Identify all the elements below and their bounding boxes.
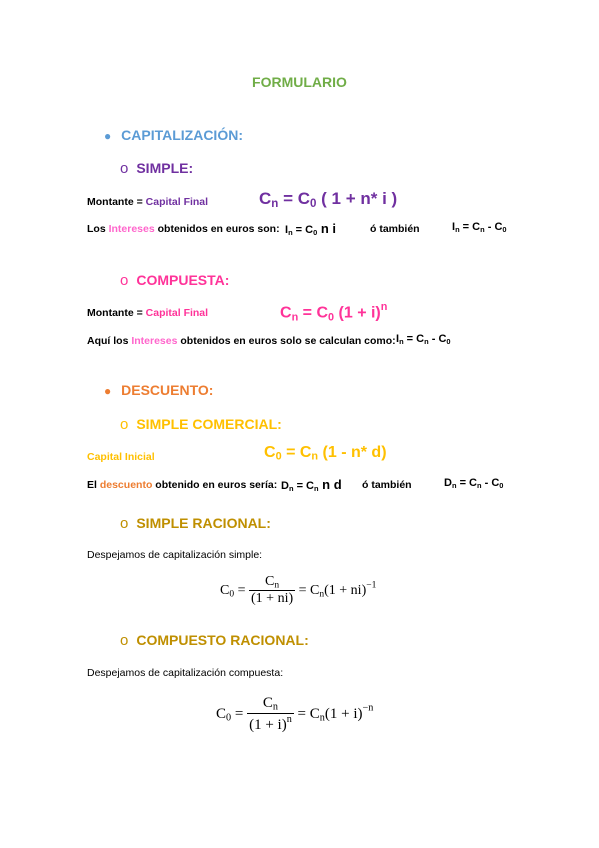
text: obtenidos en euros solo se calculan como: [177, 335, 396, 347]
formula-part: = C [403, 333, 425, 345]
formula-sub: n [451, 480, 457, 490]
fraction [249, 574, 295, 607]
section-capitalizacion [104, 127, 243, 143]
descuento-label: descuento [99, 479, 153, 491]
formula-part: n i [317, 221, 337, 236]
formula-sub: n [319, 712, 325, 724]
formula-sup: −1 [366, 580, 377, 591]
section-descuento [104, 382, 213, 398]
section-heading: DESCUENTO: [121, 382, 214, 398]
formula-sub: n [288, 227, 293, 237]
bullet-icon: ● [104, 384, 112, 398]
formula-sub: 0 [502, 224, 507, 234]
circle-bullet-icon: o [120, 272, 129, 289]
fraction [247, 695, 294, 734]
formula-part: D [281, 480, 289, 492]
formula-part: (1 + i) [324, 705, 363, 722]
montante-label: Montante = [87, 307, 146, 319]
formula-sub: n [455, 224, 460, 234]
formula-part: C [220, 582, 230, 598]
formula-sub: n [399, 336, 404, 346]
text: obtenido en euros sería: [152, 479, 278, 491]
formula-sup: n [380, 301, 388, 313]
subsection-simple-comercial [120, 416, 282, 433]
intereses-label: Intereses [131, 335, 178, 347]
formula-capitalizacion-simple [259, 189, 397, 210]
text: Aquí los [87, 335, 132, 347]
montante-line [87, 307, 208, 319]
formula-sub: 0 [328, 311, 335, 324]
formula-part: = [231, 705, 248, 722]
formula-part: I [396, 333, 400, 345]
formula-sub: 0 [226, 712, 232, 724]
formula-part: C [280, 304, 292, 322]
subsection-heading: COMPUESTO RACIONAL: [136, 632, 309, 648]
formula-sub: 0 [310, 197, 317, 210]
intereses-line [87, 335, 396, 347]
formula-interes-2 [452, 221, 507, 234]
numerator: C [265, 574, 275, 589]
formula-part: = C [298, 304, 329, 322]
subsection-simple [120, 160, 193, 177]
montante-label: Montante = [87, 196, 146, 208]
numerator: C [262, 695, 273, 711]
formula-sub: n [272, 701, 278, 713]
formula-part: - C [481, 477, 500, 489]
formula-part: = C [292, 224, 314, 236]
formula-part: = C [281, 444, 312, 461]
formula-part: D [444, 477, 452, 489]
formula-interes-1 [285, 221, 336, 237]
circle-bullet-icon: o [120, 515, 129, 532]
subsection-compuesto-racional [120, 632, 309, 649]
page-title: FORMULARIO [252, 74, 347, 90]
formula-sub: n [288, 483, 294, 493]
formula-capitalizacion-compuesta [280, 301, 387, 323]
intereses-line [87, 223, 280, 235]
formula-sub: 0 [275, 450, 282, 463]
intro-text: Despejamos de capitalización compuesta: [87, 667, 284, 679]
formula-sub: 0 [499, 480, 504, 490]
capital-inicial-label: Capital Inicial [87, 451, 155, 463]
capital-final-label: Capital Final [145, 196, 209, 208]
formula-sup: −n [362, 702, 374, 714]
subsection-heading: SIMPLE COMERCIAL: [136, 416, 282, 432]
formula-sub: 0 [446, 336, 451, 346]
formula-part: = C [278, 189, 310, 208]
formula-descuento-1 [281, 477, 342, 493]
capital-final-label: Capital Final [145, 307, 209, 319]
formula-part: = [234, 582, 250, 598]
montante-line [87, 196, 208, 208]
text: obtenidos en euros son: [154, 223, 280, 235]
circle-bullet-icon: o [120, 632, 129, 649]
formula-sub: n [271, 197, 279, 210]
formula-sup: n [286, 713, 292, 725]
circle-bullet-icon: o [120, 160, 129, 177]
subsection-heading: SIMPLE RACIONAL: [136, 515, 271, 531]
formula-part: - C [428, 333, 447, 345]
formula-part: C [216, 705, 227, 722]
formula-part: = C [293, 705, 320, 722]
bullet-icon: ● [104, 129, 112, 143]
formula-sub: n [477, 480, 482, 490]
formula-sub: n [424, 336, 429, 346]
formula-part: (1 + ni) [324, 582, 367, 598]
descuento-line [87, 479, 277, 491]
text: Los [87, 223, 109, 235]
formula-part: = C [295, 582, 320, 598]
formula-interes-compuesta [396, 333, 451, 346]
circle-bullet-icon: o [120, 416, 129, 433]
subsection-compuesta [120, 272, 229, 289]
formula-sub: n [274, 580, 280, 591]
intereses-label: Intereses [108, 223, 155, 235]
subsection-heading: COMPUESTA: [136, 272, 230, 288]
intro-text: Despejamos de capitalización simple: [87, 549, 263, 561]
formula-part: (1 + i) [334, 304, 381, 322]
formula-part: C [264, 444, 276, 461]
formula-part: - C [484, 221, 503, 233]
formula-part: C [259, 189, 272, 208]
formula-part: ( 1 + n* i ) [316, 189, 398, 208]
formula-part: I [285, 224, 289, 236]
text: El [87, 479, 100, 491]
formula-sub: n [311, 450, 319, 463]
formula-sub: 0 [229, 589, 235, 600]
formula-compuesto-racional [216, 695, 373, 734]
formula-simple-racional [220, 574, 376, 607]
formula-descuento-comercial [264, 444, 387, 463]
tambien-label: ó también [362, 479, 412, 491]
formula-part: = C [293, 480, 314, 492]
subsection-simple-racional [120, 515, 271, 532]
formula-part: I [452, 221, 456, 233]
formula-part: = C [459, 221, 481, 233]
formula-sub: n [319, 589, 325, 600]
formula-part: (1 - n* d) [318, 444, 387, 461]
formula-sub: n [480, 224, 485, 234]
denominator: (1 + ni) [251, 591, 294, 607]
formula-sub: n [291, 311, 299, 324]
formula-part: n d [318, 477, 342, 492]
tambien-label: ó también [370, 223, 420, 235]
formula-sub: n [314, 483, 319, 493]
formula-descuento-2 [444, 477, 503, 490]
section-heading: CAPITALIZACIÓN: [121, 127, 243, 143]
formula-part: = C [456, 477, 477, 489]
subsection-heading: SIMPLE: [136, 160, 194, 176]
denominator: (1 + i) [249, 716, 287, 733]
formula-sub: 0 [313, 227, 318, 237]
